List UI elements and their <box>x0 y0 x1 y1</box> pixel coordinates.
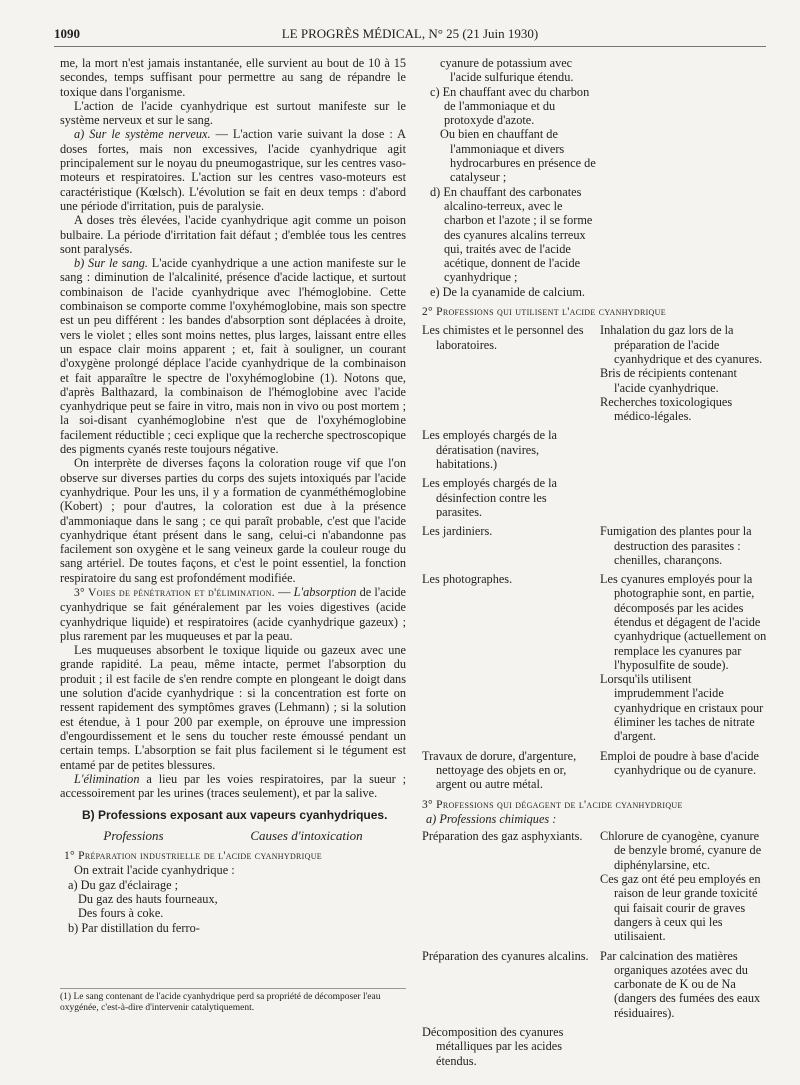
column-headers <box>60 829 406 843</box>
profession-cell: Les employés chargés de la désinfection contre les parasites. <box>422 476 557 519</box>
table-row <box>422 323 768 423</box>
list-item: b) Par distillation du ferro- <box>68 920 200 935</box>
profession-cell: Préparation des gaz asphyxiants. <box>422 829 583 844</box>
profession-cell: Les chimistes et le personnel des laboratoires. <box>422 323 584 352</box>
paragraph-text: L'acide cyanhydrique a une action manifeste sur le sang : diminution de l'alcalinité, présence d'acide lactique, et surtout combinaison de l'acide cyanhydrique avec l'hémoglobine. Cette combinaison se comporte comme l'oxyhémoglobine, mais son spectre est un peu différent : les bandes d'absorption sont déplacées à droite, vers le violet ; elles sont moins nettes, plus larges, laissant entre elles un espace clair moins apparent ; et, fait à souligner, un courant d'oxygène prolongé déplace l'acide cyanhydrique de la combinaison et fait apparaître le spectre de l'oxyhémoglobine (1). Notons que, d'après Balthazard, la combinaison de l'hémoglobine avec l'acide cyanhydrique peut se faire in vitro, mais non in vivo ou post mortem ; la soi-disant cyanhémoglobine n'est que de l'oxyhémoglobine facilement réductible ; ceci explique que la recherche spectroscopique des pigments cyanés reste toujours négative. <box>60 256 406 457</box>
paragraph-text: a lieu par les voies respiratoires, par la sueur ; accessoirement par les urines (traces seulement), et par la salive. <box>60 771 406 801</box>
list-item: Du gaz des hauts fourneaux, <box>78 891 218 906</box>
professions-table-2 <box>422 323 768 791</box>
table-row <box>422 428 768 471</box>
cause-cell <box>600 323 768 423</box>
paragraph: Les muqueuses absorbent le toxique liquide ou gazeux avec une grande rapidité. La peau, même intacte, permet l'absorption du produit ; il est facile de s'en rendre compte en plongeant le doigt dans une solution d'acide cyanhydrique : si la concentration est forte on ressent rapidement des symptômes graves (Lehmann) ; si la solution est étendue, à 1 pour 200 par exemple, on éprouve une impression d'engourdissement et le sens du toucher reste émoussé pendant un certain temps. L'absorption se fait plus facilement si le tégument est entamé par de petites blessures. <box>60 643 406 772</box>
profession-cell: Travaux de dorure, d'argenture, nettoyage des objets en or, argent ou autre métal. <box>422 748 577 792</box>
table-row <box>422 572 768 744</box>
paragraph: A doses très élevées, l'acide cyanhydrique agit comme un poison bulbaire. La période d'irritation fait défaut ; d'emblée tous les centres sont paralysés. <box>60 213 406 256</box>
list-item: c) En chauffant avec du charbon de l'ammoniaque et du protoxyde d'azote. <box>430 84 590 128</box>
list-item: d) En chauffant des carbonates alcalino-terreux, avec le charbon et l'azote ; il se forme des cyanures alcalins terreux qui, traités avec de l'acide acétique, donnent de l'acide cyanhydrique ; <box>430 184 593 285</box>
cause-line: Par calcination des matières organiques azotées avec du carbonate de K ou de Na (dangers des fumées des eaux résiduaires). <box>600 948 761 1020</box>
col-header-causes: Causes d'intoxication <box>250 827 363 843</box>
list-item: Ou bien en chauffant de l'ammoniaque et divers hydrocarbures en présence de catalyseur ; <box>440 127 596 185</box>
page-header <box>54 26 766 47</box>
table-row <box>422 524 768 567</box>
profession-cell: Les photographes. <box>422 572 513 587</box>
cause-cell <box>600 949 768 1020</box>
running-head: LE PROGRÈS MÉDICAL, N° 25 (21 Juin 1930) <box>281 26 539 41</box>
table-row <box>422 949 768 1020</box>
cause-line: Recherches toxicologiques médico-légales. <box>600 394 733 424</box>
profession-cell: Décomposition des cyanures métalliques par les acides étendus. <box>422 1025 564 1068</box>
subsection-heading: 1° Préparation industrielle de l'acide cyanhydrique <box>64 850 322 863</box>
paragraph-text: de l'acide cyanhydrique se fait généralement par les voies digestives (acide cyanhydrique liquide) et respiratoires (acide cyanhydrique gazeux) ; plus rarement par les muqueuses et par la peau. <box>60 584 406 643</box>
paragraph: 3° Voies de pénétration et d'élimination. — L'absorption de l'acide cyanhydrique se fait généralement par les voies digestives (acide cyanhydrique liquide) et respiratoires (acide cyanhydrique gazeux) ; plus rarement par les muqueuses et par la peau. <box>60 584 406 643</box>
professions-table-3 <box>422 829 768 1068</box>
paragraph: me, la mort n'est jamais instantanée, elle survient au bout de 10 à 15 secondes, temps suffisant pour permettre au sang de répandre le toxique dans l'organisme. <box>60 56 406 99</box>
list-item: Des fours à coke. <box>78 906 164 921</box>
col-header-professions: Professions <box>103 827 164 843</box>
paragraph <box>60 127 406 213</box>
cause-cell <box>600 829 768 943</box>
term: L'élimination <box>74 771 140 786</box>
cause-line: Fumigation des plantes pour la destruction des parasites : chenilles, charançons. <box>600 524 752 567</box>
profession-cell: Les jardiniers. <box>422 524 493 539</box>
left-column <box>60 56 406 935</box>
subsection-label: a) Professions chimiques : <box>426 811 557 826</box>
cause-line: Les cyanures employés pour la photographie sont, en partie, décomposés par les acides étendus et dégagent de l'acide cyanhydrique (actuellement on remplace les cyanures par l'hyposulfite de soude). <box>600 572 767 672</box>
list-item: e) De la cyanamide de calcium. <box>430 284 585 299</box>
paragraph <box>60 772 406 801</box>
cause-line: Emploi de poudre à base d'acide cyanhydrique ou de cyanure. <box>600 748 759 777</box>
cause-cell <box>600 428 768 471</box>
right-column <box>422 56 768 1073</box>
list-item: a) Du gaz d'éclairage ; <box>68 877 179 892</box>
cause-cell <box>600 572 768 744</box>
section-heading: 3° Voies de pénétration et d'élimination. <box>74 586 275 599</box>
subsection-heading: 3° Professions qui dégagent de l'acide cyanhydrique <box>422 798 683 811</box>
paragraph-text: — L'action varie suivant la dose : A doses fortes, mais non excessives, l'acide cyanhydrique agit principalement sur le noyau du pneumogastrique, sur les centres vaso-moteurs et respiratoires. L'action sur les centres vaso-moteurs est caractéristique (Kœlsch). L'évolution se fait en deux temps : d'abord une période d'irritation, puis de paralysie. <box>60 127 407 213</box>
cause-line: Bris de récipients contenant l'acide cyanhydrique. <box>600 366 737 395</box>
cause-line: Inhalation du gaz lors de la préparation de l'acide cyanhydrique et des cyanures. <box>600 323 763 366</box>
cause-line: Lorsqu'ils utilisent imprudemment l'acide cyanhydrique en cristaux pour éliminer les taches de nitrate d'argent. <box>600 672 764 744</box>
subsection-label: a) Sur le système nerveux. <box>74 127 211 142</box>
profession-cell: Les employés chargés de la dératisation (navires, habitations.) <box>422 428 557 472</box>
footnote: (1) Le sang contenant de l'acide cyanhydrique perd sa propriété de décomposer l'eau oxygénée, c'est-à-dire d'intervenir catalytiquement. <box>60 988 406 1014</box>
cause-cell <box>600 476 768 519</box>
page-number: 1090 <box>54 26 80 41</box>
paragraph: L'action de l'acide cyanhydrique est surtout manifeste sur le système nerveux et sur le sang. <box>60 98 406 128</box>
table-row <box>422 1025 768 1068</box>
table-row <box>422 476 768 519</box>
paragraph: On extrait l'acide cyanhydrique : <box>74 863 235 878</box>
term: L'absorption <box>293 584 357 599</box>
cause-cell <box>600 749 768 792</box>
cause-line: Ces gaz ont été peu employés en raison de leur grande toxicité qui faisait courir de graves dangers à ceux qui les utilisaient. <box>600 872 761 944</box>
cause-cell <box>600 1025 768 1068</box>
table-row <box>422 749 768 792</box>
section-b-heading: B) Professions exposant aux vapeurs cyanhydriques. <box>82 808 388 823</box>
table-row <box>422 829 768 943</box>
cause-line: Chlorure de cyanogène, cyanure de benzyle bromé, cyanure de diphénylarsine, etc. <box>600 829 762 872</box>
paragraph: On interprète de diverses façons la coloration rouge vif que l'on observe sur diverses parties du corps des sujets intoxiqués par l'acide cyanhydrique. Pour les uns, il y a formation de cyanméthémoglobine (Kobert) ; pour d'autres, la coloration est due à la présence d'ammoniaque dans le sang ; ce qui paraît probable, c'est que l'acide cyanhydrique étant présent dans le sang, celui-ci n'abandonne pas facilement son oxygène et le sang veineux garde la couleur rouge du sang artériel. De toutes façons, et c'est le point essentiel, la fonction respiratoire du sang est profondément modifiée. <box>60 456 406 585</box>
cause-cell <box>600 524 768 567</box>
subsection-heading: 2° Professions qui utilisent l'acide cyanhydrique <box>422 306 666 319</box>
list-item: cyanure de potassium avec l'acide sulfurique étendu. <box>440 56 574 85</box>
profession-cell: Préparation des cyanures alcalins. <box>422 948 589 963</box>
paragraph <box>60 256 406 456</box>
subsection-label: b) Sur le sang. <box>74 256 148 271</box>
